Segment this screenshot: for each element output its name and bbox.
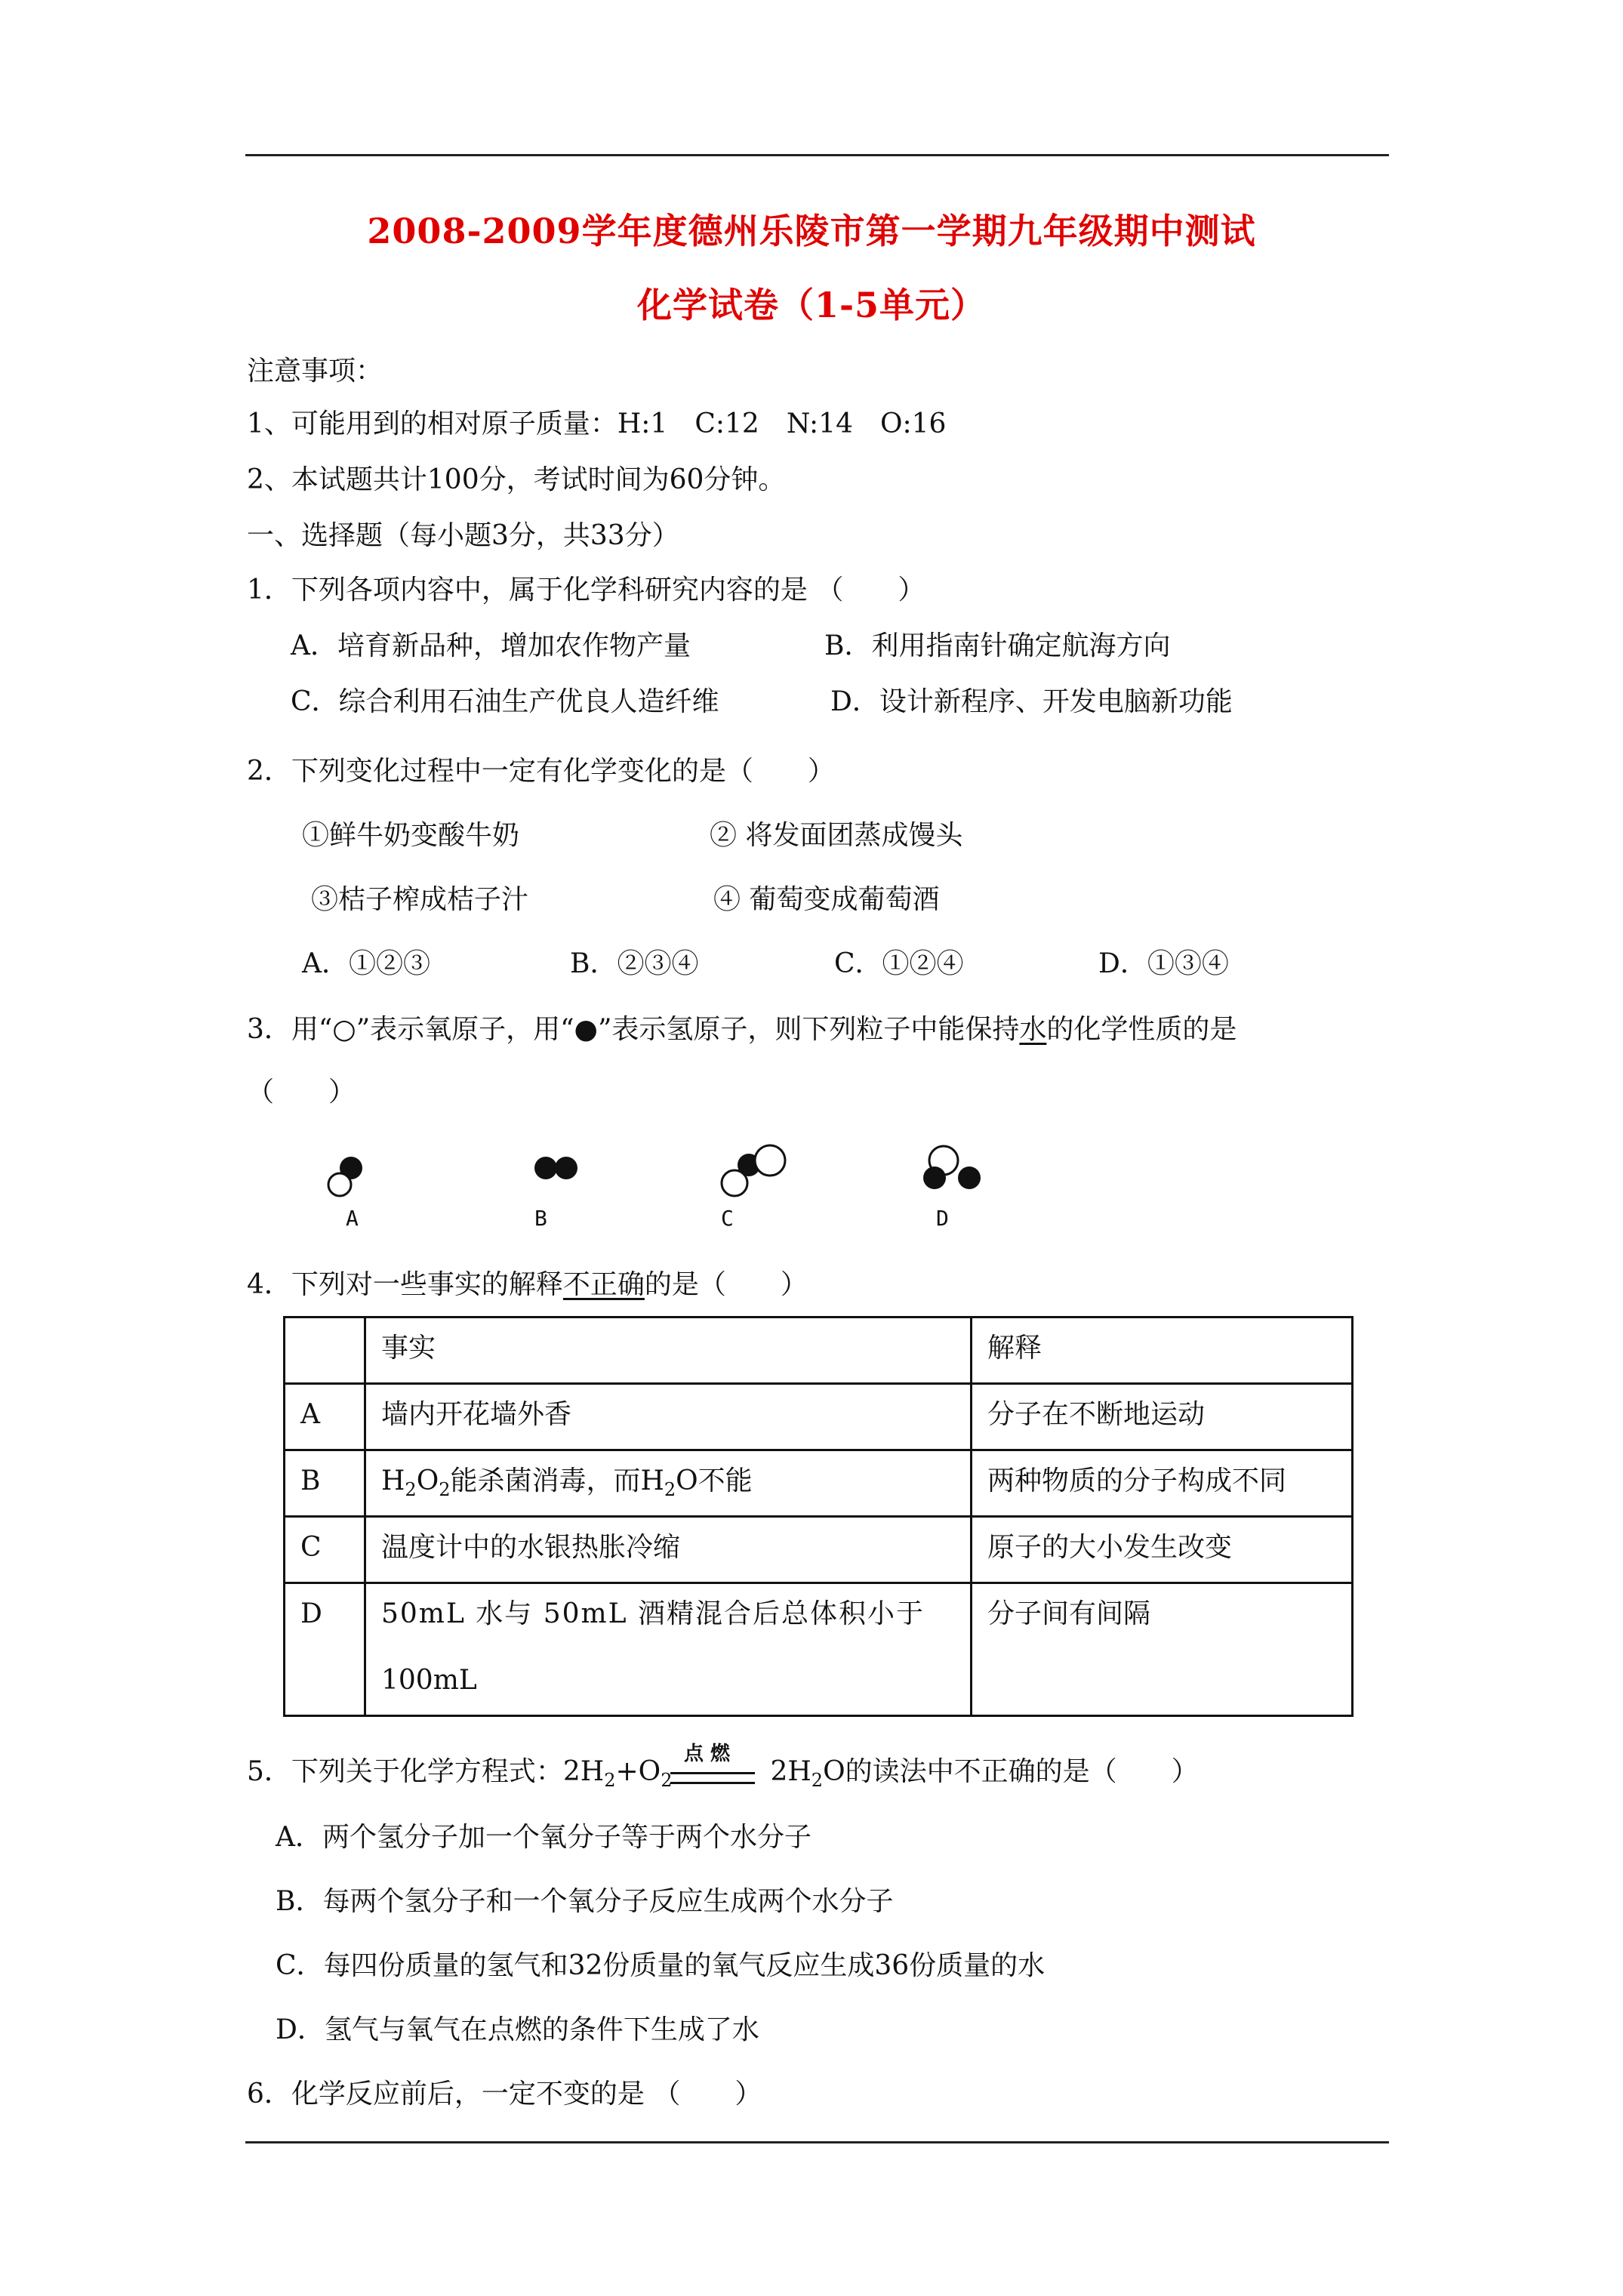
q4-stem-pre: 4．下列对一些事实的解释 xyxy=(247,1269,563,1300)
facts-table xyxy=(283,1316,1354,1717)
q2-option-a: A．①②③ xyxy=(302,948,430,979)
q3-stem-underlined: 水 xyxy=(1019,1014,1047,1045)
q5-option-b: B．每两个氢分子和一个氧分子反应生成两个水分子 xyxy=(276,1886,894,1917)
q2-option-b: B．②③④ xyxy=(570,948,699,979)
q2-option-c: C．①②④ xyxy=(834,948,964,979)
q5-option-d: D．氢气与氧气在点燃的条件下生成了水 xyxy=(276,2014,759,2045)
table-row xyxy=(285,1583,1353,1716)
q6-stem: 6．化学反应前后，一定不变的是 （ ） xyxy=(247,2079,762,2110)
row-fact: 温度计中的水银热胀冷缩 xyxy=(365,1517,972,1583)
molecule-b xyxy=(534,1157,577,1179)
q3-answer-paren: （ ） xyxy=(247,1077,356,1108)
table-row xyxy=(285,1384,1353,1450)
molecule-diagrams xyxy=(317,1136,1072,1234)
row-fact: 50mL 水与 50mL 酒精混合后总体积小于 100mL xyxy=(365,1583,972,1716)
molecule-label-a: A xyxy=(346,1206,359,1231)
bottom-rule xyxy=(245,2141,1389,2143)
notes-heading: 注意事项： xyxy=(247,356,383,387)
q4-stem-post: 的是（ ） xyxy=(644,1269,808,1300)
table-row xyxy=(285,1450,1353,1517)
q2-statement-3: ③桔子榨成桔子汁 xyxy=(311,884,529,915)
q1-stem: 1．下列各项内容中，属于化学科研究内容的是 （ ） xyxy=(247,575,925,606)
q1-option-c: C．综合利用石油生产优良人造纤维 xyxy=(291,686,719,717)
table-header-fact: 事实 xyxy=(365,1318,972,1384)
q4-stem xyxy=(247,1268,808,1302)
row-key: D xyxy=(285,1583,365,1716)
q2-option-d: D．①③④ xyxy=(1098,948,1229,979)
molecule-a xyxy=(328,1157,362,1196)
molecule-d xyxy=(923,1146,981,1189)
table-header-explanation: 解释 xyxy=(972,1318,1353,1384)
row-explanation: 原子的大小发生改变 xyxy=(972,1517,1353,1583)
row-key: B xyxy=(285,1450,365,1517)
note-item-1: 1、可能用到的相对原子质量：H:1 C:12 N:14 O:16 xyxy=(247,408,947,439)
note-item-2: 2、本试题共计100分，考试时间为60分钟。 xyxy=(247,464,786,495)
section-heading: 一、选择题（每小题3分，共33分） xyxy=(247,520,679,551)
table-header-key xyxy=(285,1318,365,1384)
row-key: A xyxy=(285,1384,365,1450)
q3-stem-post: 的化学性质的是 xyxy=(1046,1014,1237,1045)
q2-statement-2: ② 将发面团蒸成馒头 xyxy=(710,820,963,851)
row-key: C xyxy=(285,1517,365,1583)
q1-option-d: D．设计新程序、开发电脑新功能 xyxy=(830,686,1233,717)
q3-stem xyxy=(247,1013,1236,1046)
top-rule xyxy=(245,154,1389,156)
q1-option-b: B．利用指南针确定航海方向 xyxy=(824,630,1171,661)
table-row xyxy=(285,1517,1353,1583)
row-explanation: 两种物质的分子构成不同 xyxy=(972,1450,1353,1517)
exam-subtitle: 化学试卷（1-5单元） xyxy=(636,285,987,325)
q5-stem: 5．下列关于化学方程式：$2H_2+O_2$ $2H_2O$的读法中不正确的是（ ） xyxy=(247,1756,1199,1791)
row-explanation: 分子在不断地运动 xyxy=(972,1384,1353,1450)
q2-statement-1: ①鲜牛奶变酸牛奶 xyxy=(302,820,520,851)
exam-title: 2008-2009学年度德州乐陵市第一学期九年级期中测试 xyxy=(367,211,1256,251)
q4-stem-underlined: 不正确 xyxy=(562,1269,645,1300)
reaction-equals-sign xyxy=(670,1772,755,1784)
q1-option-a: A．培育新品种，增加农作物产量 xyxy=(291,630,691,661)
row-fact: $H_2O_2$能杀菌消毒，而$H_2O$不能 xyxy=(365,1450,972,1517)
molecule-label-c: C xyxy=(721,1206,734,1231)
q3-stem-pre: 3．用“○”表示氧原子，用“●”表示氢原子，则下列粒子中能保持 xyxy=(247,1014,1020,1045)
molecule-label-b: B xyxy=(534,1206,547,1231)
molecule-label-d: D xyxy=(936,1206,949,1231)
row-fact: 墙内开花墙外香 xyxy=(365,1384,972,1450)
q5-option-c: C．每四份质量的氢气和32份质量的氧气反应生成36份质量的水 xyxy=(276,1950,1046,1981)
row-explanation: 分子间有间隔 xyxy=(972,1583,1353,1716)
molecule-c xyxy=(722,1145,785,1196)
table-header-row xyxy=(285,1318,1353,1384)
q2-stem: 2．下列变化过程中一定有化学变化的是（ ） xyxy=(247,756,835,787)
reaction-condition: 点 燃 xyxy=(684,1743,731,1765)
q2-statement-4: ④ 葡萄变成葡萄酒 xyxy=(713,884,940,915)
q5-option-a: A．两个氢分子加一个氧分子等于两个水分子 xyxy=(276,1822,812,1853)
